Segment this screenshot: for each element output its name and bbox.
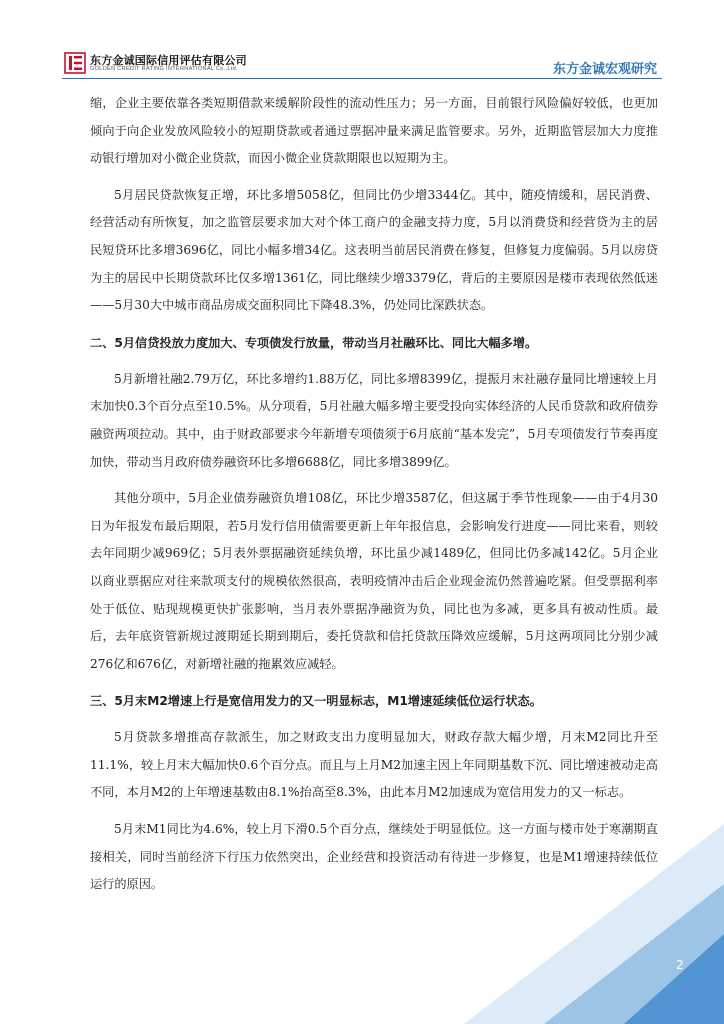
report-series-title: 东方金诚宏观研究 [552, 62, 657, 77]
body-paragraph: 5月居民贷款恢复正增，环比多增5058亿，但同比仍少增3344亿。其中，随疫情缓和，居民消费、经营活动有所恢复，加之监管层要求加大对个体工商户的金融支持力度，5月以消费贷和经营贷为主的居民短贷环比多增3696亿，同比小幅多增34亿。这表明当前居民消费在修复，但修复力度偏弱。5月以房贷为主的居民中长期贷款环比仅多增1361亿，同比继续少增3379亿，背后的主要原因是楼市表现依然低迷——5月30大中城市商品房成交面积同比下降48.3%，仍处同比深跌状态。 [90, 187, 658, 313]
body-paragraph: 其他分项中，5月企业债券融资负增108亿，环比少增3587亿，但这属于季节性现象——由于4月30日为年报发布最后期限，若5月发行信用债需要更新上年年报信息，会影响发行进度——同比来看，则较去年同期少减969亿；5月表外票据融资延续负增，环比虽少减1489亿，但同比仍多减142亿。5月企业以商业票据应对往来款项支付的规模依然很高，表明疫情冲击后企业现金流仍然普遍吃紧。但受票据利率处于低位、贴现规模更快扩张影响，当月表外票据净融资为负，同比也为多减，更多具有被动性质。最后，去年底资管新规过渡期延长期到期后，委托贷款和信托贷款压降效应缓解，5月这两项同比分别少减276亿和676亿，对新增社融的拖累效应减轻。 [90, 491, 658, 671]
company-name-cn: 东方金诚国际信用评估有限公司 [90, 54, 247, 67]
company-logo [64, 52, 274, 76]
page-header [0, 0, 724, 84]
logo-mark-icon [64, 52, 86, 74]
header-divider [62, 78, 662, 79]
body-paragraph: 5月末M1同比为4.6%，较上月下滑0.5个百分点，继续处于明显低位。这一方面与楼市处于寒潮期直接相关，同时当前经济下行压力依然突出，企业经营和投资活动有待进一步修复，也是M1增速持续低位运行的原因。 [90, 822, 658, 892]
body-paragraph: 缩，企业主要依靠各类短期借款来缓解阶段性的流动性压力；另一方面，目前银行风险偏好较低，也更加倾向于向企业发放风险较小的短期贷款或者通过票据冲量来满足监管要求。另外，近期监管层加大力度推动银行增加对小微企业贷款，而因小微企业贷款期限也以短期为主。 [90, 96, 658, 166]
body-paragraph: 5月新增社融2.79万亿，环比多增约1.88万亿，同比多增8399亿，提振月末社融存量同比增速较上月末加快0.3个百分点至10.5%。从分项看，5月社融大幅多增主要受投向实体经济的人民币贷款和政府债券融资两项拉动。其中，由于财政部要求今年新增专项债须于6月底前“基本发完”，5月专项债发行节奏再度加快，带动当月政府债券融资环比多增6688亿，同比多增3899亿。 [90, 371, 658, 469]
body-paragraph: 5月贷款多增推高存款派生，加之财政支出力度明显加大，财政存款大幅少增，月末M2同比升至11.1%，较上月末大幅加快0.6个百分点。而且与上月M2加速主因上年同期基数下沉、同比增速被动走高不同，本月M2的上年增速基数由8.1%抬高至8.3%，由此本月M2加速成为宽信用发力的又一标志。 [90, 730, 658, 800]
corner-decoration [424, 764, 724, 1024]
company-name-en: GOLDEN CREDIT RATING INTERNATIONAL Co.,Ltd. [90, 66, 238, 72]
section-heading: 二、5月信贷投放力度加大、专项债发行放量，带动当月社融环比、同比大幅多增。 [90, 335, 538, 350]
page-number: 2 [676, 958, 684, 972]
section-heading: 三、5月末M2增速上行是宽信用发力的又一明显标志，M1增速延续低位运行状态。 [90, 694, 542, 709]
